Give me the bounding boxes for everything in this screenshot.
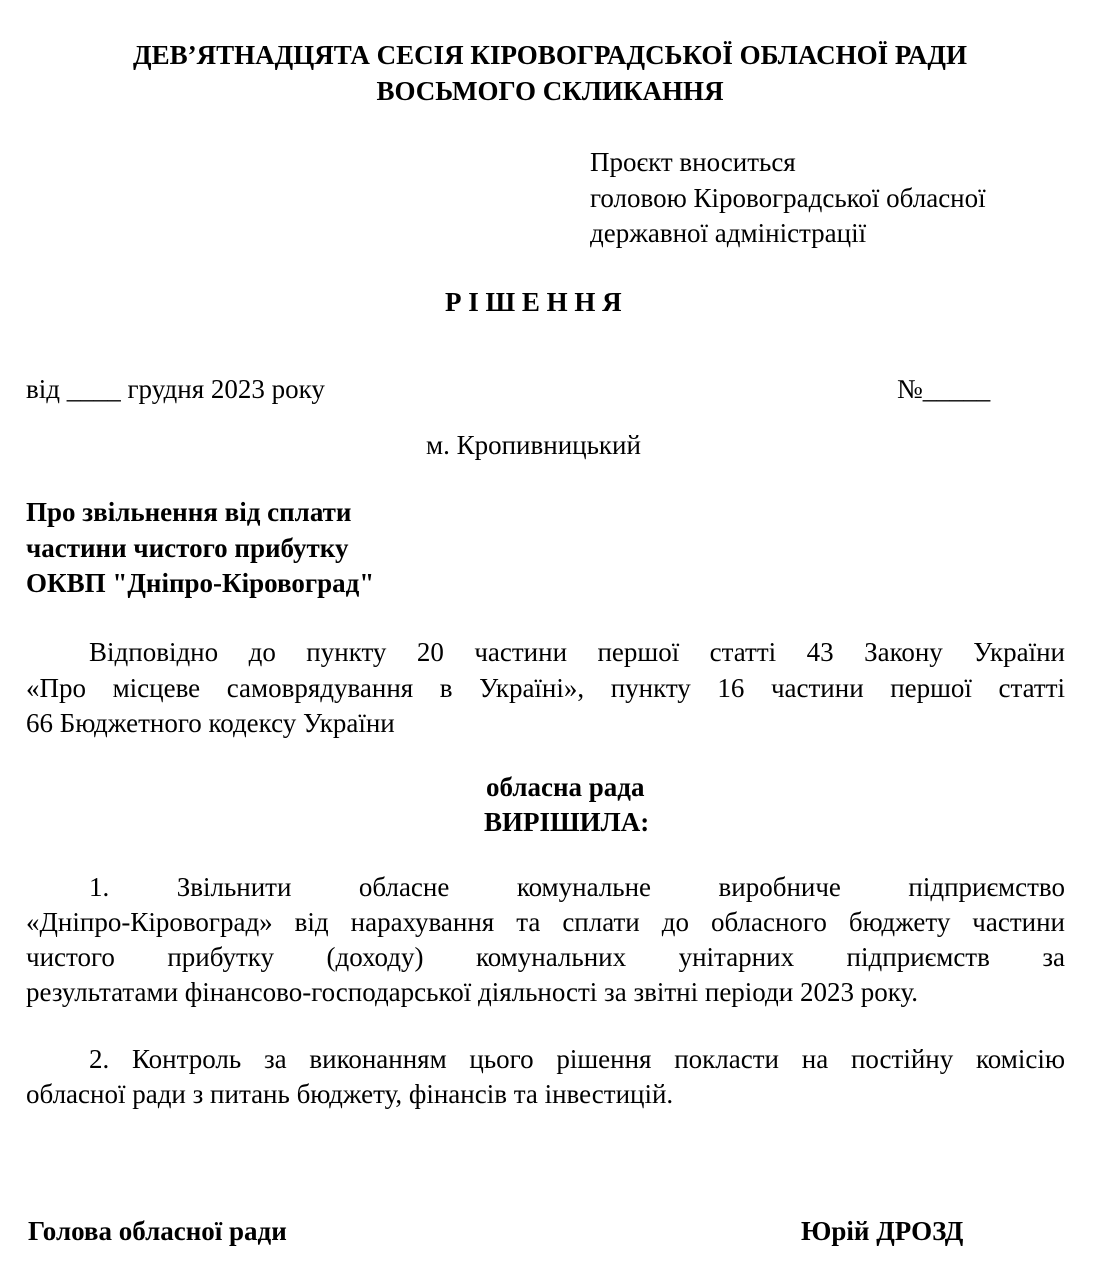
preamble-line3: 66 Бюджетного кодексу України <box>26 708 395 738</box>
session-title-line1: ДЕВ’ЯТНАДЦЯТА СЕСІЯ КІРОВОГРАДСЬКОЇ ОБЛАСНОЇ РАДИ <box>133 40 967 70</box>
item1-line4: результатами фінансово-господарської діяльності за звітні періоди 2023 року. <box>26 977 919 1007</box>
session-title-line2: ВОСЬМОГО СКЛИКАННЯ <box>376 76 724 106</box>
council-label: обласна рада <box>486 772 645 802</box>
preamble-line2: «Про місцеве самоврядування в Україні», пункту 16 частини першої статті <box>26 673 1065 703</box>
subject-line2: частини чистого прибутку <box>26 533 349 563</box>
item2-line2: обласної ради з питань бюджету, фінансів та інвестицій. <box>26 1079 674 1109</box>
item1-line1: 1. Звільнити обласне комунальне виробниче підприємство <box>89 872 1065 902</box>
subject-line1: Про звільнення від сплати <box>26 497 352 527</box>
project-note-line2: головою Кіровоградської обласної <box>590 183 986 213</box>
signature-position: Голова обласної ради <box>28 1216 287 1246</box>
decision-number: №_____ <box>897 374 991 404</box>
decision-title: Р І Ш Е Н Н Я <box>445 287 622 317</box>
signature-name: Юрій ДРОЗД <box>801 1216 964 1246</box>
project-note-line1: Проєкт вноситься <box>590 147 796 177</box>
resolved-label: ВИРІШИЛА: <box>484 807 650 837</box>
subject-line3: ОКВП "Дніпро-Кіровоград" <box>26 568 375 598</box>
decision-date: від ____ грудня 2023 року <box>26 374 325 404</box>
item2-line1: 2. Контроль за виконанням цього рішення покласти на постійну комісію <box>89 1044 1065 1074</box>
item1-line2: «Дніпро-Кіровоград» від нарахування та сплати до обласного бюджету частини <box>26 907 1065 937</box>
preamble-line1: Відповідно до пункту 20 частини першої статті 43 Закону України <box>89 637 1065 667</box>
city: м. Кропивницький <box>426 430 641 460</box>
project-note-line3: державної адміністрації <box>590 218 867 248</box>
item1-line3: чистого прибутку (доходу) комунальних унітарних підприємств за <box>26 942 1065 972</box>
